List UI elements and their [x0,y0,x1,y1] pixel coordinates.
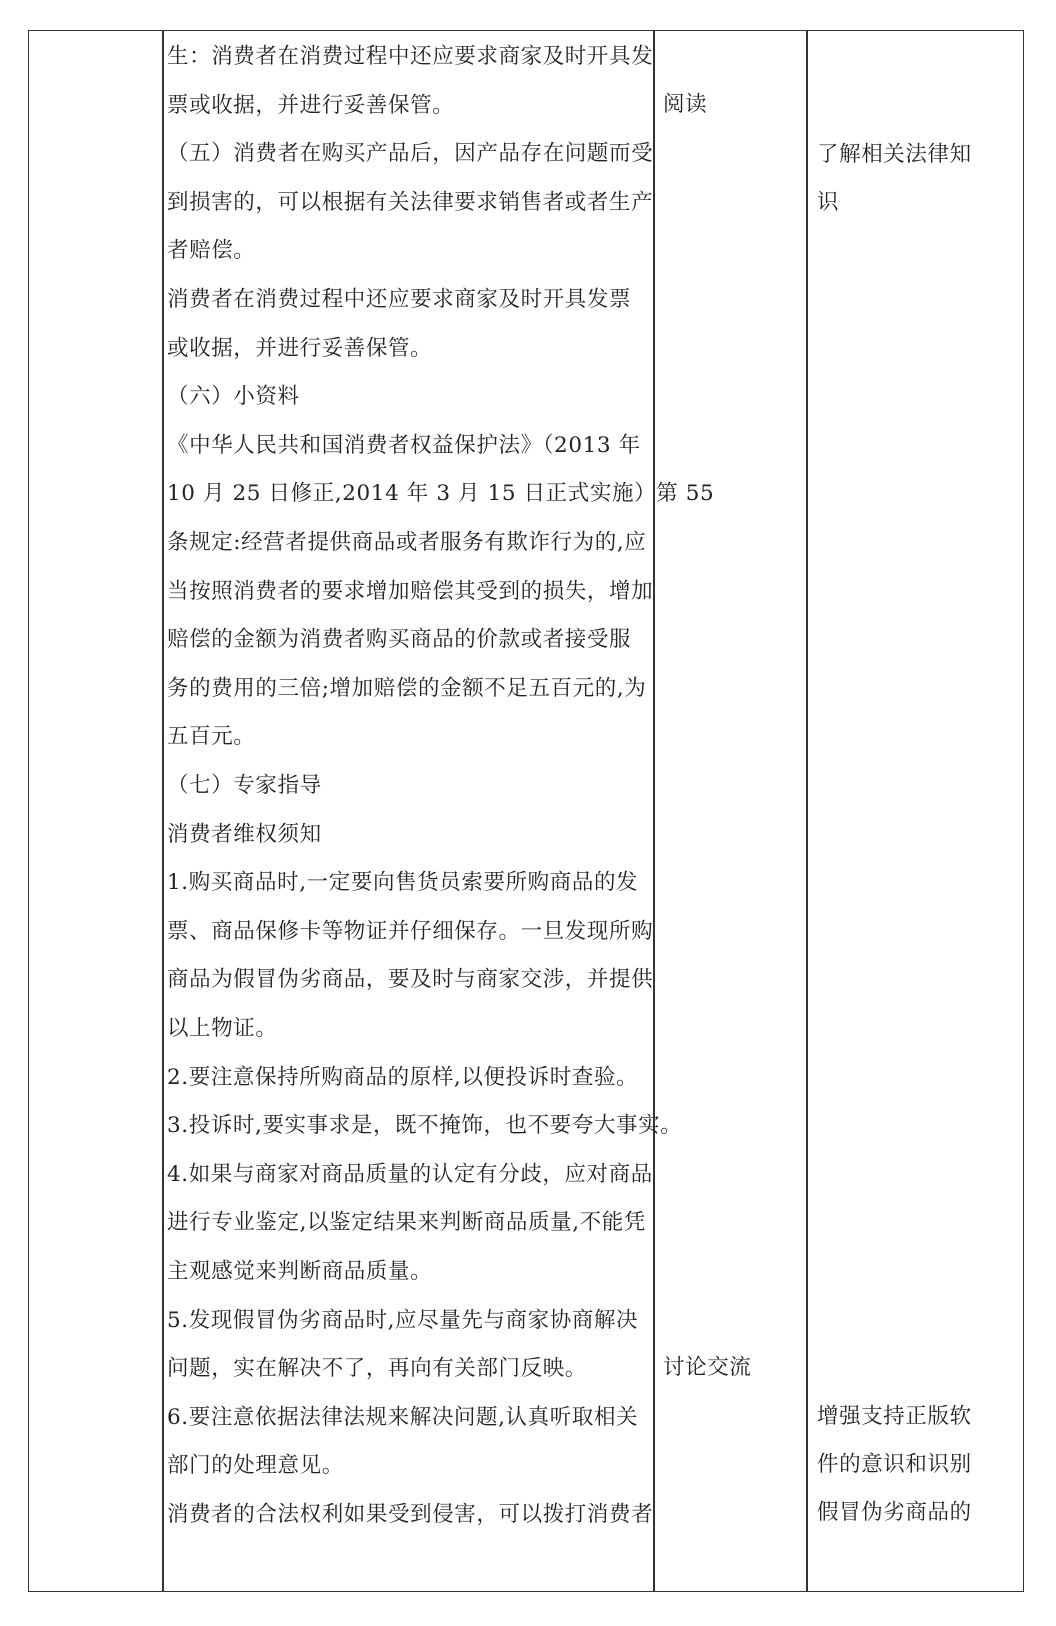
content-line: 6.要注意依据法律法规来解决问题,认真听取相关 [167,1404,639,1430]
content-line: 2.要注意保持所购商品的原样,以便投诉时查验。 [167,1064,639,1090]
lesson-table [28,30,1024,1592]
intent-goal1-line2: 识 [817,190,840,215]
content-line: 5.发现假冒伪劣商品时,应尽量先与商家协商解决 [167,1307,639,1333]
content-line: （七）专家指导 [167,773,322,798]
content-line: 消费者的合法权利如果受到侵害，可以拨打消费者 [167,1502,654,1527]
content-line: 问题，实在解决不了，再向有关部门反映。 [167,1356,587,1382]
content-line: 消费者在消费过程中还应要求商家及时开具发票 [167,287,632,312]
content-line: 10 月 25 日修正,2014 年 3 月 15 日正式实施）第 55 [167,481,715,507]
content-line: 4.如果与商家对商品质量的认定有分歧，应对商品 [167,1161,653,1187]
content-line: 或收据，并进行妥善保管。 [167,335,433,361]
content-line: （五）消费者在购买产品后，因产品存在问题而受 [167,141,654,167]
content-line: 部门的处理意见。 [167,1453,344,1479]
content-line: 票、商品保修卡等物证并仔细保存。一旦发现所购 [167,918,654,944]
content-line: 进行专业鉴定,以鉴定结果来判断商品质量,不能凭 [167,1210,646,1236]
content-line: 票或收据，并进行妥善保管。 [167,92,455,118]
intent-goal1-line1: 了解相关法律知 [817,142,972,167]
content-line: 到损害的，可以根据有关法律要求销售者或者生产 [167,189,654,215]
content-line: 主观感觉来判断商品质量。 [167,1259,433,1284]
column-divider [806,31,808,1591]
content-line: 《中华人民共和国消费者权益保护法》（2013 年 [167,432,641,458]
activity-discussion: 讨论交流 [663,1355,752,1380]
content-line: 1.购买商品时,一定要向售货员索要所购商品的发 [167,870,639,896]
content-line: （六）小资料 [167,384,300,410]
content-line: 者赔偿。 [167,238,256,264]
content-line: 3.投诉时,要实事求是，既不掩饰，也不要夸大事实。 [167,1113,683,1139]
content-line: 商品为假冒伪劣商品，要及时与商家交涉，并提供 [167,967,654,993]
content-line: 务的费用的三倍;增加赔偿的金额不足五百元的,为 [167,675,647,701]
blank-column [29,31,162,1591]
content-line: 消费者维权须知 [167,821,322,847]
content-line: 五百元。 [167,724,256,750]
content-line: 以上物证。 [167,1016,278,1041]
activity-reading: 阅读 [663,92,708,117]
intent-goal2-line3: 假冒伪劣商品的 [817,1500,972,1525]
content-line: 当按照消费者的要求增加赔偿其受到的损失，增加 [167,578,654,604]
content-line: 条规定:经营者提供商品或者服务有欺诈行为的,应 [167,530,647,555]
content-line: 生：消费者在消费过程中还应要求商家及时开具发 [167,44,654,69]
intent-goal2-line1: 增强支持正版软 [817,1404,972,1429]
content-line: 赔偿的金额为消费者购买商品的价款或者接受服 [167,627,632,653]
intent-goal2-line2: 件的意识和识别 [817,1452,972,1477]
